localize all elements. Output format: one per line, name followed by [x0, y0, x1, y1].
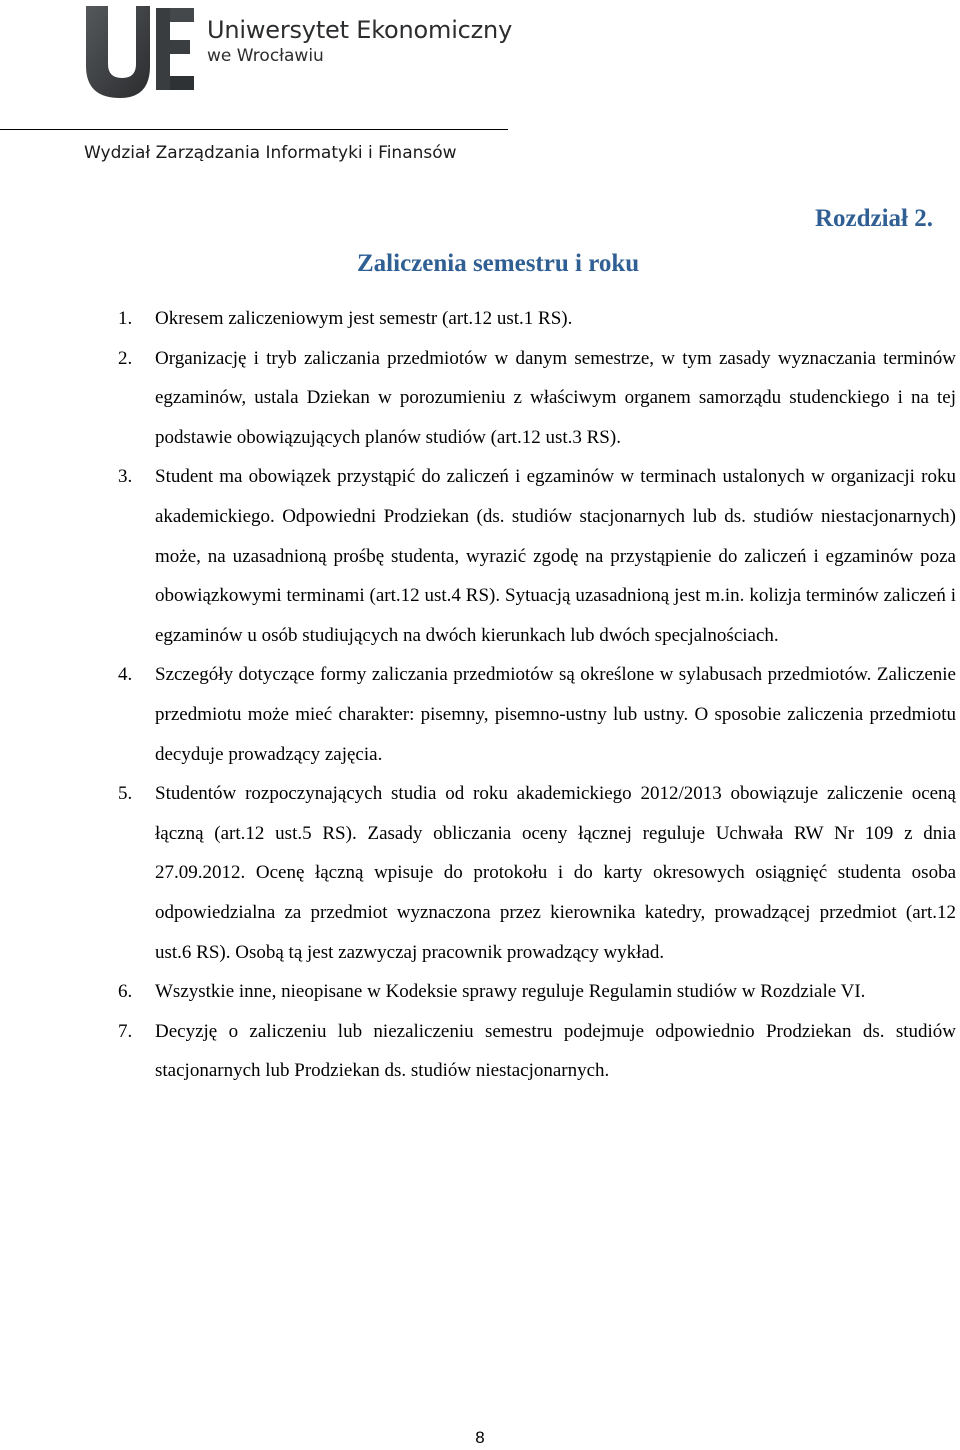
item-number: 5.	[118, 783, 133, 805]
item-number: 7.	[118, 1020, 133, 1042]
rules-list	[118, 299, 956, 1091]
item-number: 1.	[118, 308, 133, 329]
list-item	[118, 339, 956, 458]
university-city: we Wrocławiu	[207, 46, 324, 66]
university-name: Uniwersytet Ekonomiczny	[207, 16, 513, 44]
item-text: Szczegóły dotyczące formy zaliczania przedmiotów są określone w sylabusach przedmiotów. Zaliczenie przedmiotu może mieć charakter: pisemny, pisemno-ustny lub ustny. O sposobie zaliczenia przedmiotu decyduje prowadzący zajęcia.	[155, 664, 956, 765]
item-text: Wszystkie inne, nieopisane w Kodeksie sprawy reguluje Regulamin studiów w Rozdziale VI.	[155, 981, 866, 1003]
university-logo	[84, 6, 196, 98]
header-divider	[0, 129, 508, 130]
item-text: Studentów rozpoczynających studia od roku akademickiego 2012/2013 obowiązuje zaliczenie oceną łączną (art.12 ust.5 RS). Zasady obliczania oceny łącznej reguluje Uchwała RW Nr 109 z dnia 27.09.2012. Ocenę łączną wpisuje do protokołu i do karty okresowych osiągnięć studenta osoba odpowiedzialna za przedmiot wyznaczona przez kierownika katedry, prowadzącej przedmiot (art.12 ust.6 RS). Osobą tą jest zazwyczaj pracownik prowadzący wykład.	[155, 783, 956, 963]
page-header	[0, 0, 960, 170]
item-text: Organizację i tryb zaliczania przedmiotów w danym semestrze, w tym zasady wyznaczania terminów egzaminów, ustala Dziekan w porozumieniu z właściwym organem samorządu studenckiego i na tej podstawie obowiązujących planów studiów (art.12 ust.3 RS).	[155, 347, 956, 448]
chapter-heading: Rozdział 2.	[814, 205, 933, 232]
list-item	[118, 457, 956, 655]
list-item	[118, 299, 956, 339]
list-item	[118, 655, 956, 774]
item-number: 3.	[118, 466, 133, 488]
item-number: 4.	[118, 664, 133, 686]
list-item	[118, 774, 956, 972]
item-text: Student ma obowiązek przystąpić do zaliczeń i egzaminów w terminach ustalonych w organizacji roku akademickiego. Odpowiedni Prodziekan (ds. studiów stacjonarnych lub ds. studiów niestacjonarnych) może, na uzasadnioną prośbę studenta, wyrazić zgodę na przystąpienie do zaliczeń i egzaminów poza obowiązkowymi terminami (art.12 ust.4 RS). Sytuacją uzasadnioną jest m.in. kolizja terminów zaliczeń i egzaminów u osób studiujących na dwóch kierunkach lub dwóch specjalnościach.	[155, 466, 956, 646]
list-item	[118, 972, 956, 1012]
item-number: 2.	[118, 347, 133, 369]
faculty-name: Wydział Zarządzania Informatyki i Finansów	[84, 143, 457, 163]
item-text: Okresem zaliczeniowym jest semestr (art.12 ust.1 RS).	[155, 308, 573, 329]
item-text: Decyzję o zaliczeniu lub niezaliczeniu semestru podejmuje odpowiednio Prodziekan ds. studiów stacjonarnych lub Prodziekan ds. studiów niestacjonarnych.	[155, 1020, 956, 1082]
list-item	[118, 1012, 956, 1091]
page-number: 8	[475, 1428, 485, 1447]
item-number: 6.	[118, 981, 133, 1003]
section-title: Zaliczenia semestru i roku	[357, 250, 640, 277]
